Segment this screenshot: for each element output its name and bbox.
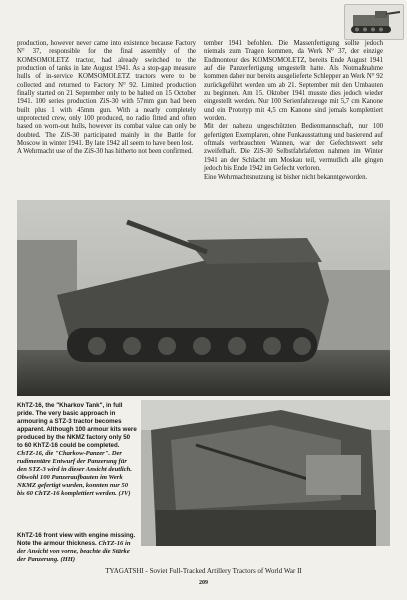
caption-bottom-english: KhTZ-16 front view with engine missing. Note the armour thickness. — [17, 532, 136, 547]
english-text-column — [17, 40, 196, 157]
khtz16-front-photo — [141, 400, 390, 546]
german-body-text: tember 1941 befohlen. Die Massenfertigung sollte jedoch niemals zum Tragen kommen, da Werk N° 37, der einzige Endmonteur des KOMSOMOLETZ, bereits Ende August 1941 auf die Panzerfertigung umgestellt hatte. Als Notmaßnahme kommen daher nur bereits ausgelieferte Schlepper an Werk N° 92 zurückgeführt werden um ab 21. September mit den Umbauten zu beginnen. Am 15. Oktober 1941 musste dies jedoch wieder eingestellt werden. Nur 100 Serienfahrzeuge mit 5,7 cm Kanone und ein Prototyp mit 4,5 cm Kanone sind jemals komplettiert worden. Mit der nahezu ungeschützten Bedienmannschaft, nur 100 gefertigten Exemplaren, ohne Funkausstattung und basierend auf oftmals verbrauchten Wannen, war der Gefechtswert sehr zweifelhaft. Die ZiS-30 Selbstfahrlafetten nahmen im Winter 1941 an der Schlacht um Moskau teil, vermutlich alle gingen jedoch bis Ende 1942 im Gefecht verloren. Eine Wehrmachtsnutzung ist bisher nicht bekanntgeworden. — [204, 40, 383, 181]
english-body-text: production, however never came into existence because Factory N° 37, responsible for the final assembly of the KOMSOMOLETZ tractor, had already switched to the production of tanks in late August 1941. As a stop-gap measure hulls of in-service KOMSOMOLETZ tractors were to be collected and returned to Factory N° 92. Limited production finally started on 21 September only to be halted on 15 October 1941. 100 series production ZiS-30 with 57mm gun had been built plus 1 with 45mm gun. With a nearly completely unprotected crew, only 100 produced, no radio fitted and often based on worn-out hulls, however its combat value can only be doubted. The ZiS-30 participated mainly in the Battle for Moscow in winter 1941. By late 1942 all seem to have been lost. A Wehrmacht use of the ZiS-30 has hitherto not been confirmed. — [17, 40, 196, 156]
caption-bottom-photo — [17, 532, 137, 564]
caption-bottom-credit: (HH) — [60, 556, 76, 563]
page-number: 209 — [199, 580, 208, 586]
book-title-footer: TYAGATSHI - Soviet Full-Tracked Artillery Tractors of World War II — [105, 567, 302, 575]
caption-top-english: KhTZ-16, the "Kharkov Tank", in full pride. The very basic approach in armouring a STZ-3 tractor becomes apparent. Although 100 armour kits were produced by the NKMZ factory only 50 to 60 KhTZ-16 could be completed. — [17, 402, 137, 449]
german-text-column — [204, 40, 383, 182]
caption-top-credit: (JV) — [118, 490, 131, 497]
khtz16-side-photo — [17, 200, 390, 396]
caption-top-photo — [17, 402, 137, 498]
caption-bottom-german: ChTZ-16 in der Ansicht von vorne, beachte die Stärke der Panzerung. — [17, 540, 131, 563]
tank-thumbnail-icon — [344, 4, 404, 40]
caption-top-german: ChTZ-16, die "Charkow-Panzer". Der rudimentäre Entwurf der Panzerung für den STZ-3 wird in dieser Ansicht deutlich. Obwohl 100 Panzeraufbauten im Werk NKMZ gefertigt wurden, konnten nur 50 bis 60 ChTZ-16 komplettiert werden. — [17, 450, 132, 497]
